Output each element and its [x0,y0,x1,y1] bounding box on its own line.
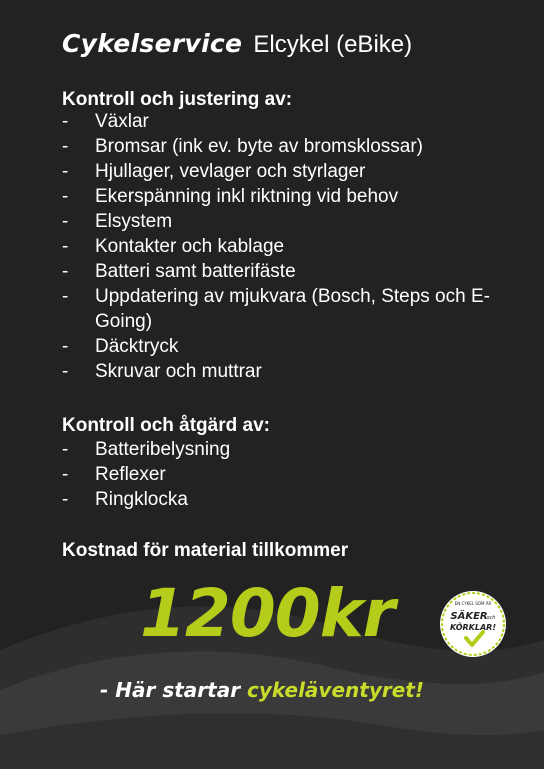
price: 1200kr [140,575,395,652]
dash-bullet: - [62,336,69,357]
list-item [62,159,492,184]
list-item-text: Ringklocka [95,489,188,510]
dash-bullet: - [62,111,69,132]
brand-title: Cykelservice [62,29,243,58]
dash-bullet: - [62,136,69,157]
list-item [62,437,492,462]
page-title [62,29,412,59]
list-item [62,487,492,512]
list-item [62,209,492,234]
dash-bullet: - [62,439,69,460]
tagline-accent: cykeläventyret! [247,678,424,702]
list-item-text: Elsystem [95,211,173,232]
list-item [62,462,492,487]
dash-bullet: - [62,361,69,382]
list-item-text: Växlar [95,111,149,132]
dash-bullet: - [62,161,69,182]
tagline [100,678,424,702]
list-item-text: Hjullager, vevlager och styrlager [95,161,366,182]
list-item-text: Däcktryck [95,336,179,357]
list-item-text: Bromsar (ink ev. byte av bromsklossar) [95,136,424,157]
list-item [62,109,492,134]
badge-line2: KÖRKLAR! [450,623,496,632]
dash-bullet: - [62,211,69,232]
list-item-text: Ekerspänning inkl riktning vid behov [95,186,399,207]
list-item-text: Skruvar och muttrar [95,361,262,382]
dash-bullet: - [62,261,69,282]
dash-bullet: - [62,186,69,207]
dash-bullet: - [62,286,69,307]
list-item-text: Kontakter och kablage [95,236,285,257]
dash-bullet: - [62,464,69,485]
list-item [62,234,492,259]
dash-bullet: - [62,236,69,257]
tagline-prefix: - Här startar [100,678,248,702]
section-heading-action: Kontroll och åtgärd av: [62,415,270,436]
list-item [62,259,492,284]
list-item [62,334,492,359]
list-item-text: Reflexer [95,464,166,485]
cost-note: Kostnad för material tillkommer [62,540,349,561]
badge-line1: SÄKER [450,611,488,622]
safety-badge-icon [438,589,508,659]
dash-bullet: - [62,489,69,510]
action-list [62,437,492,512]
section-heading-adjustment: Kontroll och justering av: [62,89,293,110]
list-item [62,359,492,384]
adjustment-list [62,109,492,384]
badge-connector: och [486,615,496,621]
list-item [62,134,492,159]
list-item-text: Batteribelysning [95,439,231,460]
list-item-text: Batteri samt batterifäste [95,261,296,282]
list-item [62,284,492,334]
subtitle: Elcykel (eBike) [253,31,413,58]
list-item [62,184,492,209]
list-item-text: Uppdatering av mjukvara (Bosch, Steps och E-Going) [95,286,490,332]
badge-top-text: EN CYKEL SOM ÄR [454,601,492,606]
